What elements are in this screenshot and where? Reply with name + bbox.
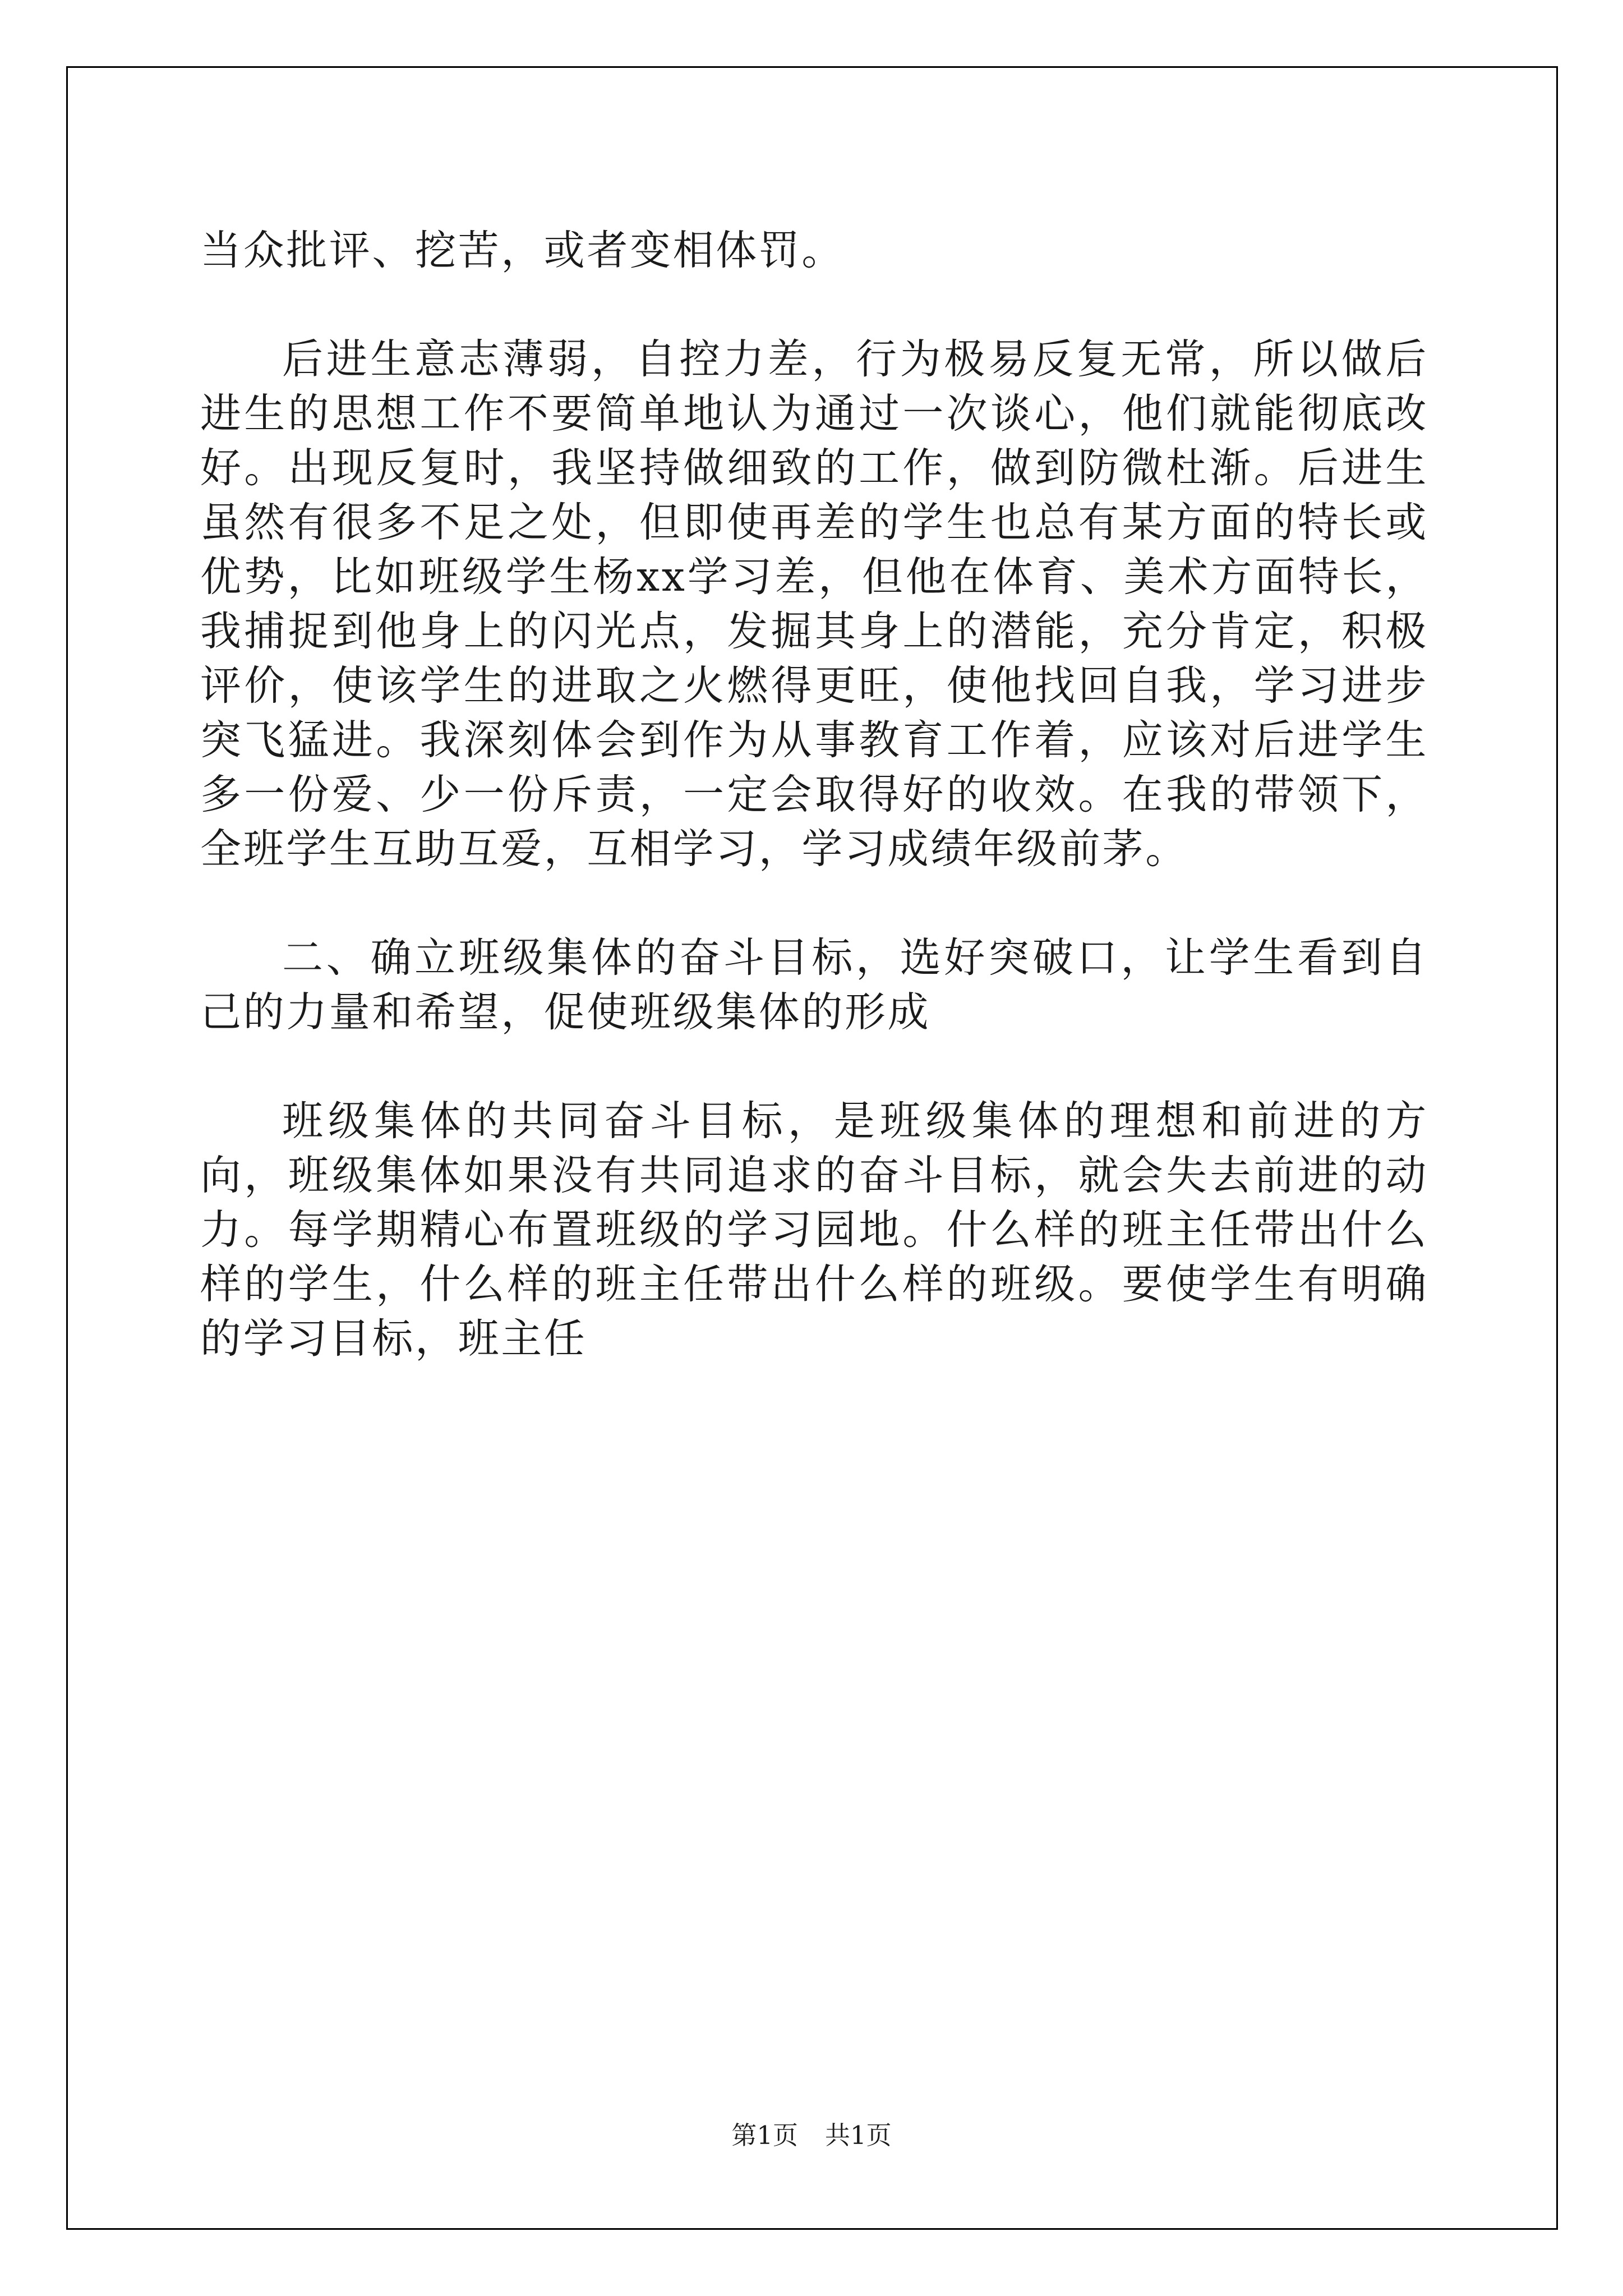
page-number-current: 第1页 [731,2120,798,2150]
section-heading: 二、确立班级集体的奋斗目标，选好突破口，让学生看到自己的力量和希望，促使班级集体的形成 [200,934,1428,1036]
document-body [200,223,1428,1420]
paragraph-1: 当众批评、挖苦，或者变相体罚。 [200,227,845,274]
paragraph-2: 后进生意志薄弱，自控力差，行为极易反复无常，所以做后进生的思想工作不要简单地认为通过一次谈心，他们就能彻底改好。出现反复时，我坚持做细致的工作，做到防微杜渐。后进生虽然有很多不足之处，但即使再差的学生也总有某方面的特长或优势，比如班级学生杨xx学习差，但他在体育、美术方面特长，我捕捉到他身上的闪光点，发掘其身上的潜能，充分肯定，积极评价，使该学生的进取之火燃得更旺，使他找回自我，学习进步突飞猛进。我深刻体会到作为从事教育工作着，应该对后进学生多一份爱、少一份斥责，一定会取得好的收效。在我的带领下，全班学生互助互爱，互相学习，学习成绩年级前茅。 [200,335,1428,873]
paragraph-3: 班级集体的共同奋斗目标，是班级集体的理想和前进的方向，班级集体如果没有共同追求的奋斗目标，就会失去前进的动力。每学期精心布置班级的学习园地。什么样的班主任带出什么样的学生，什么样的班主任带出什么样的班级。要使学生有明确的学习目标，班主任 [200,1097,1428,1363]
page-footer [0,2119,1623,2152]
page-number-total: 共1页 [825,2120,892,2150]
